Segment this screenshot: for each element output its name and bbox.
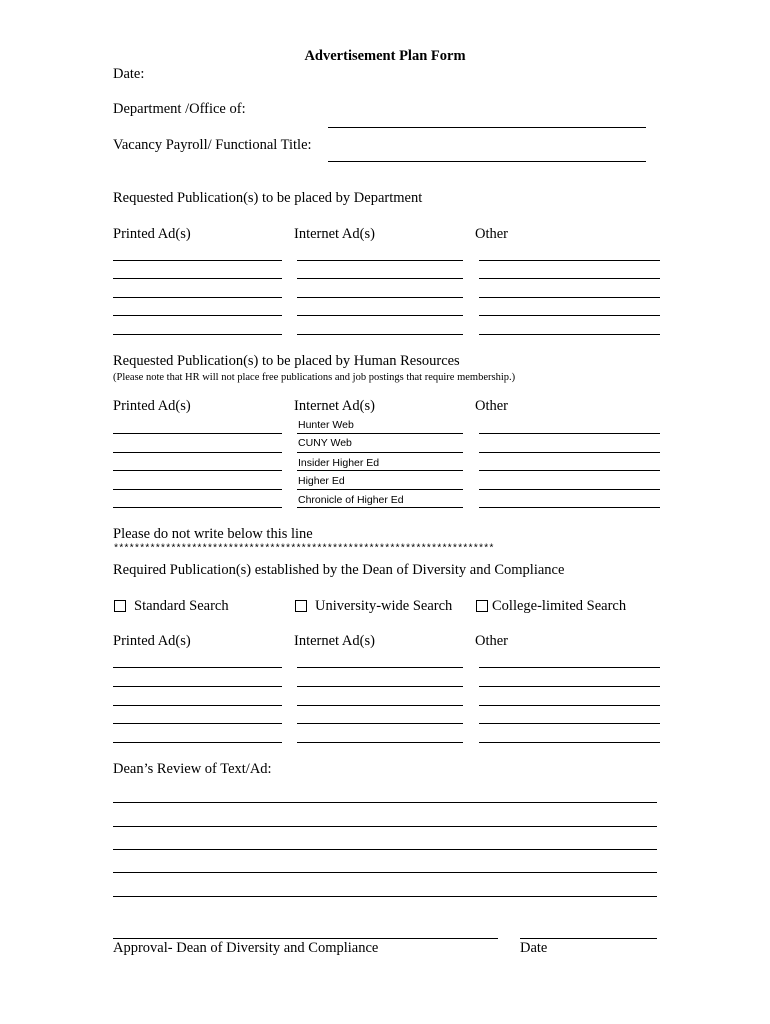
dean-printed-field[interactable]	[113, 686, 282, 687]
vacancy-label: Vacancy Payroll/ Functional Title:	[113, 137, 312, 153]
dept-printed-field[interactable]	[113, 315, 282, 316]
hr-printed-header: Printed Ad(s)	[113, 398, 191, 414]
dean-other-field[interactable]	[479, 723, 660, 724]
form-title: Advertisement Plan Form	[304, 48, 466, 64]
dept-internet-field[interactable]	[297, 315, 463, 316]
department-field[interactable]	[328, 127, 646, 128]
dept-other-field[interactable]	[479, 297, 660, 298]
hr-other-field[interactable]	[479, 489, 660, 490]
hr-internet-field[interactable]	[297, 452, 463, 453]
dean-internet-field[interactable]	[297, 667, 463, 668]
dean-review-field[interactable]	[113, 802, 657, 803]
hr-internet-field[interactable]	[297, 489, 463, 490]
dept-other-header: Other	[475, 226, 509, 242]
dean-review-field[interactable]	[113, 826, 657, 827]
standard-search-checkbox[interactable]	[114, 600, 126, 612]
approval-signature-field[interactable]	[113, 938, 498, 939]
dean-printed-field[interactable]	[113, 742, 282, 743]
dept-other-field[interactable]	[479, 334, 660, 335]
dean-internet-field[interactable]	[297, 723, 463, 724]
hr-internet-entry: Higher Ed	[298, 475, 345, 487]
date-label: Date:	[113, 66, 145, 82]
dean-other-header: Other	[475, 633, 509, 649]
hr-internet-field[interactable]	[297, 470, 463, 471]
hr-other-field[interactable]	[479, 433, 660, 434]
approval-date-field[interactable]	[520, 938, 657, 939]
dean-section-heading: Required Publication(s) established by the Dean of Diversity and Compliance	[113, 562, 565, 578]
dept-other-field[interactable]	[479, 260, 660, 261]
dean-other-field[interactable]	[479, 667, 660, 668]
hr-other-field[interactable]	[479, 470, 660, 471]
hr-printed-field[interactable]	[113, 470, 282, 471]
dept-printed-field[interactable]	[113, 278, 282, 279]
dean-review-field[interactable]	[113, 849, 657, 850]
department-section-heading: Requested Publication(s) to be placed by Department	[113, 190, 423, 206]
hr-section-heading: Requested Publication(s) to be placed by Human Resources	[113, 353, 460, 369]
hr-internet-field[interactable]	[297, 433, 463, 434]
college-limited-search-label: College-limited Search	[492, 598, 627, 614]
dean-internet-field[interactable]	[297, 742, 463, 743]
dean-review-field[interactable]	[113, 896, 657, 897]
hr-printed-field[interactable]	[113, 489, 282, 490]
vacancy-field[interactable]	[328, 161, 646, 162]
dean-internet-field[interactable]	[297, 705, 463, 706]
dept-printed-field[interactable]	[113, 334, 282, 335]
dean-other-field[interactable]	[479, 686, 660, 687]
university-wide-search-checkbox[interactable]	[295, 600, 307, 612]
department-label: Department /Office of:	[113, 101, 246, 117]
university-wide-search-label: University-wide Search	[315, 598, 453, 614]
dept-internet-field[interactable]	[297, 278, 463, 279]
dean-printed-field[interactable]	[113, 723, 282, 724]
dept-other-field[interactable]	[479, 278, 660, 279]
dean-printed-field[interactable]	[113, 705, 282, 706]
dept-other-field[interactable]	[479, 315, 660, 316]
dean-printed-header: Printed Ad(s)	[113, 633, 191, 649]
dept-printed-header: Printed Ad(s)	[113, 226, 191, 242]
dean-printed-field[interactable]	[113, 667, 282, 668]
hr-other-field[interactable]	[479, 507, 660, 508]
hr-printed-field[interactable]	[113, 433, 282, 434]
hr-internet-entry: CUNY Web	[298, 437, 352, 449]
dean-other-field[interactable]	[479, 742, 660, 743]
dept-internet-field[interactable]	[297, 297, 463, 298]
hr-internet-entry: Chronicle of Higher Ed	[298, 494, 404, 506]
divider-text: Please do not write below this line	[113, 526, 313, 542]
hr-other-field[interactable]	[479, 452, 660, 453]
dept-printed-field[interactable]	[113, 260, 282, 261]
dean-internet-field[interactable]	[297, 686, 463, 687]
hr-other-header: Other	[475, 398, 509, 414]
hr-internet-header: Internet Ad(s)	[294, 398, 375, 414]
college-limited-search-checkbox[interactable]	[476, 600, 488, 612]
dean-other-field[interactable]	[479, 705, 660, 706]
divider-stars: *************************************************************************	[113, 544, 494, 555]
hr-internet-entry: Insider Higher Ed	[298, 457, 380, 469]
dept-internet-header: Internet Ad(s)	[294, 226, 375, 242]
standard-search-label: Standard Search	[134, 598, 229, 614]
dean-review-label: Dean’s Review of Text/Ad:	[113, 761, 272, 777]
approval-label: Approval- Dean of Diversity and Compliance	[113, 940, 379, 956]
hr-section-note: (Please note that HR will not place free publications and job postings that require membership.)	[113, 372, 516, 383]
hr-internet-field[interactable]	[297, 507, 463, 508]
dean-review-field[interactable]	[113, 872, 657, 873]
dept-printed-field[interactable]	[113, 297, 282, 298]
hr-printed-field[interactable]	[113, 507, 282, 508]
approval-date-label: Date	[520, 940, 548, 956]
dept-internet-field[interactable]	[297, 334, 463, 335]
dept-internet-field[interactable]	[297, 260, 463, 261]
hr-internet-entry: Hunter Web	[298, 419, 354, 431]
hr-printed-field[interactable]	[113, 452, 282, 453]
dean-internet-header: Internet Ad(s)	[294, 633, 375, 649]
